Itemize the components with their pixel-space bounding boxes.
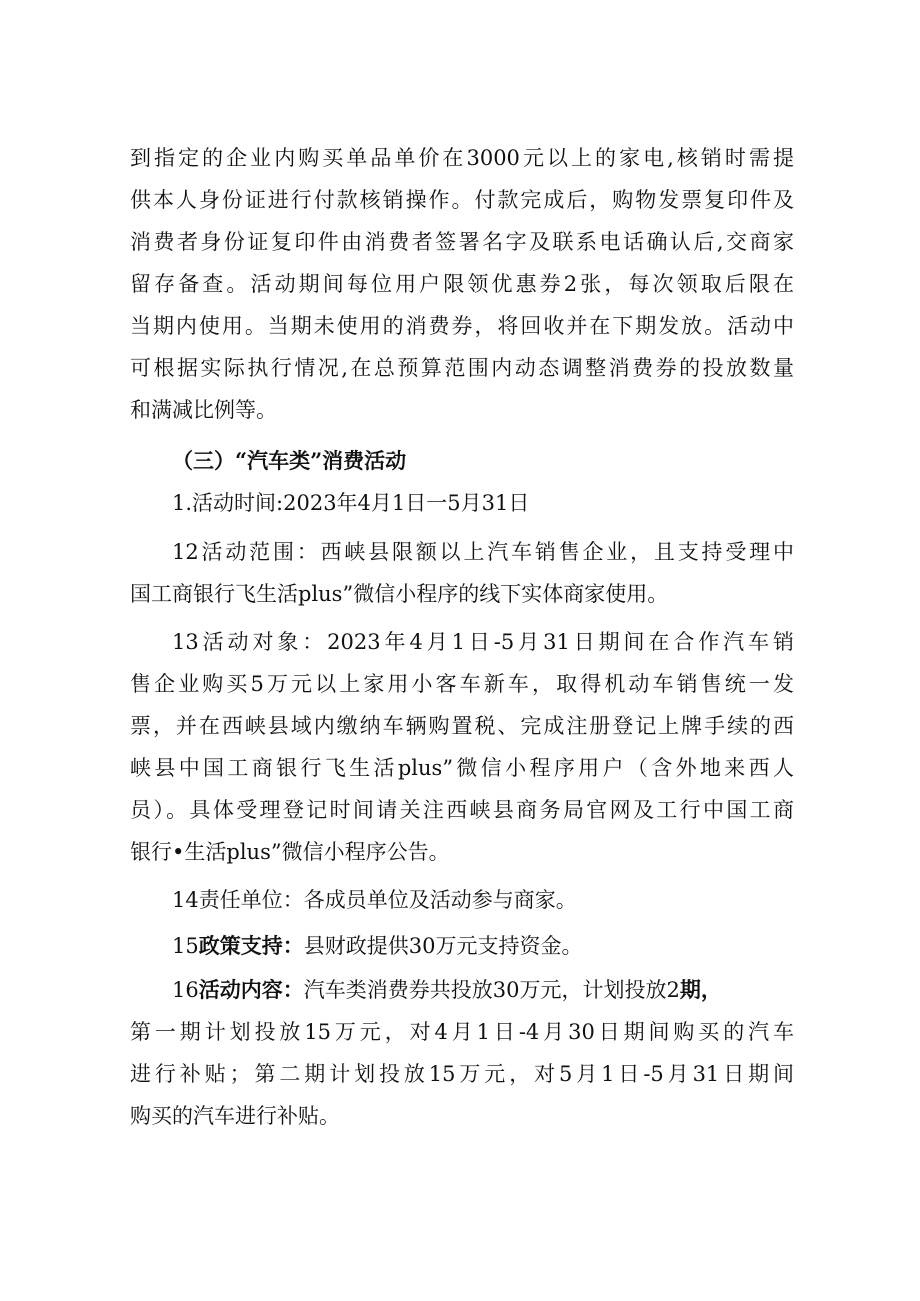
activity-scope-cont: 国工商银行飞生活plus”微信小程序的线下实体商家使用。 bbox=[130, 582, 669, 606]
activity-target-cont: 员）。具体受理登记时间请关注西峡县商务局官网及工行中国工商 bbox=[130, 798, 794, 822]
activity-scope: 12活动范围：西峡县限额以上汽车销售企业，且支持受理中 bbox=[172, 540, 794, 564]
item-number: 16 bbox=[172, 978, 199, 1002]
activity-target-cont: 票，并在西峡县域内缴纳车辆购置税、完成注册登记上牌手续的西 bbox=[130, 714, 794, 738]
paragraph-line: 和满减比例等。 bbox=[130, 398, 277, 422]
policy-support-text: 县财政提供30万元支持资金。 bbox=[303, 934, 583, 958]
activity-content bbox=[172, 976, 794, 1004]
activity-target-cont: 售企业购买5万元以上家用小客车新车，取得机动车销售统一发 bbox=[130, 672, 794, 696]
item-number: 15 bbox=[172, 934, 199, 958]
paragraph-line: 消费者身份证复印件由消费者签署名字及联系电话确认后,交商家 bbox=[130, 230, 794, 254]
activity-target: 13活动对象：2023年4月1日-5月31日期间在合作汽车销 bbox=[172, 630, 794, 654]
activity-content-label: 活动内容： bbox=[198, 977, 304, 1002]
paragraph-line: 留存备查。活动期间每位用户限领优惠券2张，每次领取后限在 bbox=[130, 272, 794, 296]
policy-support bbox=[172, 932, 794, 960]
activity-content-cont: 进行补贴；第二期计划投放15万元，对5月1日-5月31日期间 bbox=[130, 1062, 794, 1086]
activity-content-bold: 期， bbox=[679, 977, 722, 1002]
activity-content-cont: 第一期计划投放15万元，对4月1日-4月30日期间购买的汽车 bbox=[130, 1020, 794, 1044]
section-heading: （三）“汽车类”消费活动 bbox=[172, 448, 407, 473]
paragraph-line: 供本人身份证进行付款核销操作。付款完成后，购物发票复印件及 bbox=[130, 188, 794, 212]
activity-target-cont: 银行•生活plus”微信小程序公告。 bbox=[130, 840, 450, 864]
policy-support-label: 政策支持： bbox=[198, 933, 304, 958]
activity-content-cont: 购买的汽车进行补贴。 bbox=[130, 1104, 340, 1128]
activity-time: 1.活动时间:2023年4月1日一5月31日 bbox=[172, 491, 530, 515]
responsible-units: 14责任单位：各成员单位及活动参与商家。 bbox=[172, 888, 577, 912]
paragraph-line: 到指定的企业内购买单品单价在3000元以上的家电,核销时需提 bbox=[130, 146, 794, 170]
activity-content-text: 汽车类消费券共投放30万元，计划投放2 bbox=[303, 978, 680, 1002]
paragraph-line: 可根据实际执行情况,在总预算范围内动态调整消费券的投放数量 bbox=[130, 356, 794, 380]
activity-target-cont: 峡县中国工商银行飞生活plus”微信小程序用户（含外地来西人 bbox=[130, 756, 794, 780]
paragraph-line: 当期内使用。当期未使用的消费券，将回收并在下期发放。活动中 bbox=[130, 314, 794, 338]
